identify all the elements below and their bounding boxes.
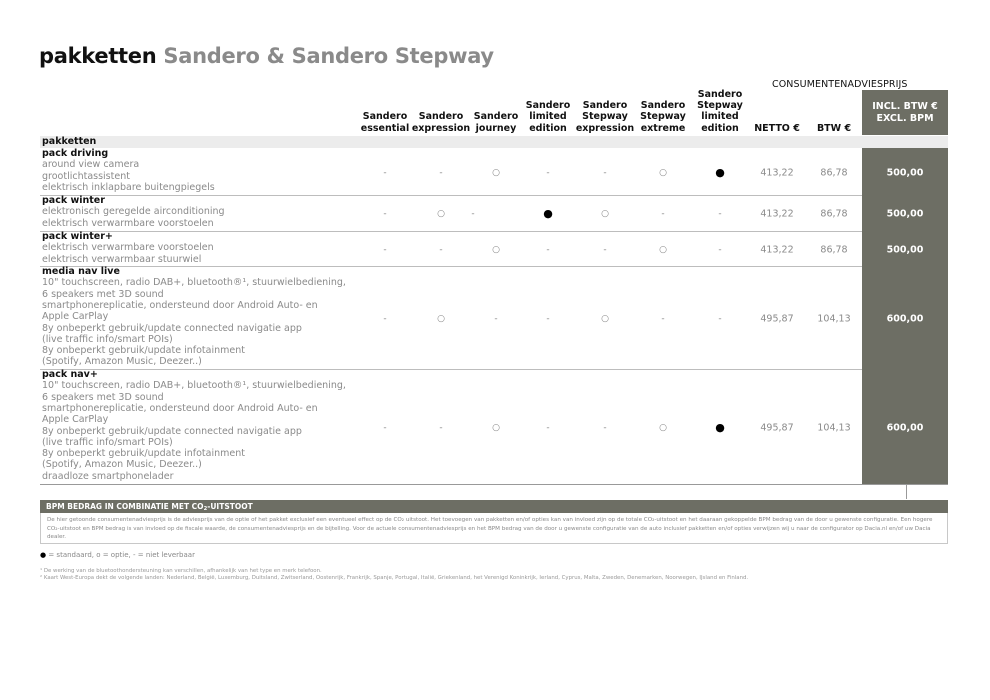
btw-amount: 86,78 bbox=[820, 244, 848, 255]
package-feature: 6 speakers met 3D sound bbox=[42, 288, 164, 300]
package-title: pack winter+ bbox=[42, 231, 113, 242]
netto-price: 413,22 bbox=[760, 208, 794, 220]
option-circle-icon: ○ bbox=[659, 167, 667, 178]
footnote-2: ² Kaart West-Europa dekt de volgende landen: Nederland, België, Luxemburg, Duitsland, Zwitserland, Oostenrijk, Frankrijk, Spanje, Portugal, Italië, Griekenland, het Verenigd Koninkrijk, Ierland, Cyprus, Malta, Zweden, Denemarken, Noorwegen, IJsland en Finland. bbox=[40, 575, 749, 581]
column-header-line: Sandero bbox=[697, 88, 743, 100]
netto-header: NETTO € bbox=[754, 122, 800, 134]
package-feature: (Spotify, Amazon Music, Deezer..) bbox=[42, 459, 202, 471]
package-feature: grootlichtassistent bbox=[42, 170, 130, 182]
not-available-dash-icon: - bbox=[383, 422, 387, 433]
option-circle-icon: ○ bbox=[601, 209, 609, 219]
standard-dot-icon: ● bbox=[715, 420, 725, 434]
page-title-main: pakketten bbox=[39, 44, 157, 68]
btw-amount: 104,13 bbox=[817, 313, 851, 324]
not-available-dash-icon: - bbox=[603, 422, 607, 433]
footnote-1: ¹ De werking van de bluetoothondersteuning kan verschillen, afhankelijk van het type en merk telefoon. bbox=[40, 568, 322, 574]
standard-dot-icon: ● bbox=[40, 551, 47, 559]
page-title-sub: Sandero & Sandero Stepway bbox=[163, 44, 494, 68]
option-circle-icon: ○ bbox=[492, 422, 500, 433]
bpm-text: De hier getoonde consumentenadviesprijs is de adviesprijs van de optie of het pakket exclusief een eventueel effect op de CO₂ uitstoot. Het toevoegen van pakketten en/of opties kan van invloed zijn op de totale CO₂-uitstoot en het daaraan gekoppelde BPM bedrag van de door u gewenste configuratie. Een hogere CO₂-uitstoot en BPM bedrag is van invloed op de fiscale waarde, de consumentenadviesprijs en de bijtelling. Voor de actuele consumentenadviesprijs en het BPM bedrag van de door u gewenste configuratie van de auto inclusief pakketten en/of opties verwijzen wij u naar de configurator op Dacia.nl en/of uw Dacia dealer. bbox=[40, 513, 948, 544]
option-circle-icon: ○ bbox=[659, 244, 667, 255]
not-available-dash-icon: - bbox=[661, 313, 665, 324]
not-available-dash-icon: - bbox=[439, 244, 443, 255]
column-header-line: Sandero bbox=[640, 100, 686, 112]
bpm-heading-sub: 2 bbox=[203, 506, 208, 512]
option-circle-icon: ○ bbox=[492, 167, 500, 178]
package-feature: (live traffic info/smart POIs) bbox=[42, 333, 173, 345]
table-bottom-line bbox=[40, 484, 948, 485]
column-header-line: Sandero bbox=[525, 100, 571, 112]
row-divider bbox=[40, 266, 862, 267]
not-available-dash-icon: - bbox=[546, 313, 550, 324]
package-feature: around view camera bbox=[42, 159, 140, 171]
package-feature: 8y onbeperkt gebruik/update infotainment bbox=[42, 448, 245, 460]
not-available-dash-icon: - bbox=[546, 167, 550, 178]
netto-price: 413,22 bbox=[760, 244, 794, 255]
package-title: pack driving bbox=[42, 148, 109, 159]
incl-btw-label: INCL. BTW € bbox=[872, 100, 938, 112]
option-circle-icon: ○ bbox=[601, 313, 609, 324]
consumer-price: 500,00 bbox=[886, 244, 924, 255]
section-band bbox=[40, 136, 948, 148]
table-vertical-line bbox=[906, 484, 907, 499]
column-header-line: Stepway bbox=[640, 111, 686, 123]
option-circle-icon: ○ bbox=[437, 313, 445, 324]
package-feature: elektrisch verwarmbare voorstoelen bbox=[42, 242, 214, 254]
column-header-line: edition bbox=[701, 122, 739, 134]
bpm-heading-pre: BPM BEDRAG IN COMBINATIE MET CO bbox=[46, 502, 204, 511]
btw-amount: 86,78 bbox=[820, 167, 848, 178]
option-circle-icon: ○ bbox=[659, 422, 667, 433]
not-available-dash-icon: - bbox=[471, 209, 475, 219]
standard-dot-icon: ● bbox=[543, 207, 553, 220]
column-header bbox=[516, 100, 580, 134]
column-header-line: expression bbox=[411, 122, 471, 134]
column-header-line: essential bbox=[360, 122, 410, 134]
column-header-line: expression bbox=[575, 122, 635, 134]
consumer-price: 500,00 bbox=[886, 208, 924, 220]
legend-text: = standaard, o = optie, - = niet leverbaar bbox=[46, 551, 195, 559]
package-feature: 8y onbeperkt gebruik/update connected navigatie app bbox=[42, 425, 302, 437]
package-title: media nav live bbox=[42, 266, 120, 277]
package-title: pack nav+ bbox=[42, 369, 98, 380]
not-available-dash-icon: - bbox=[546, 244, 550, 255]
consumer-price: 500,00 bbox=[886, 167, 924, 178]
package-feature: elektronisch geregelde airconditioning bbox=[42, 206, 225, 218]
package-feature: 6 speakers met 3D sound bbox=[42, 391, 164, 403]
package-feature: elektrisch verwarmbaar stuurwiel bbox=[42, 253, 202, 265]
not-available-dash-icon: - bbox=[383, 167, 387, 178]
incl-btw-header bbox=[862, 90, 948, 135]
row-divider bbox=[40, 369, 862, 370]
package-feature: 10" touchscreen, radio DAB+, bluetooth®¹, stuurwielbediening, bbox=[42, 380, 346, 392]
package-feature: Apple CarPlay bbox=[42, 311, 109, 323]
legend bbox=[40, 551, 195, 559]
package-feature: elektrisch verwarmbare voorstoelen bbox=[42, 217, 214, 229]
not-available-dash-icon: - bbox=[439, 422, 443, 433]
not-available-dash-icon: - bbox=[383, 209, 387, 219]
not-available-dash-icon: - bbox=[603, 167, 607, 178]
not-available-dash-icon: - bbox=[439, 167, 443, 178]
not-available-dash-icon: - bbox=[383, 244, 387, 255]
option-circle-icon: ○ bbox=[437, 209, 445, 219]
column-header-line: Stepway bbox=[697, 100, 743, 112]
bpm-heading bbox=[40, 500, 948, 513]
column-header-line: edition bbox=[529, 122, 567, 134]
standard-dot-icon: ● bbox=[715, 165, 725, 179]
not-available-dash-icon: - bbox=[718, 244, 722, 255]
consumer-price: 600,00 bbox=[886, 313, 924, 324]
btw-amount: 86,78 bbox=[820, 208, 848, 220]
bpm-heading-post: -UITSTOOT bbox=[207, 502, 253, 511]
column-header-line: journey bbox=[475, 122, 517, 134]
column-header bbox=[353, 111, 417, 134]
option-circle-icon: ○ bbox=[492, 244, 500, 255]
column-header-line: Sandero bbox=[473, 111, 519, 123]
package-feature: elektrisch inklapbare buitengpiegels bbox=[42, 181, 215, 193]
not-available-dash-icon: - bbox=[718, 209, 722, 219]
package-feature: smartphonereplicatie, ondersteund door Android Auto- en bbox=[42, 299, 318, 311]
price-caption: CONSUMENTENADVIESPRIJS bbox=[772, 79, 908, 90]
package-feature: draadloze smartphonelader bbox=[42, 470, 174, 482]
excl-bpm-label: EXCL. BPM bbox=[876, 112, 934, 124]
consumer-price: 600,00 bbox=[886, 422, 924, 433]
btw-amount: 104,13 bbox=[817, 422, 851, 433]
netto-price: 413,22 bbox=[760, 167, 794, 178]
row-divider bbox=[40, 231, 862, 232]
package-feature: (Spotify, Amazon Music, Deezer..) bbox=[42, 356, 202, 368]
package-title: pack winter bbox=[42, 195, 105, 206]
column-headers bbox=[0, 0, 990, 136]
package-feature: 8y onbeperkt gebruik/update infotainment bbox=[42, 345, 245, 357]
column-header bbox=[573, 100, 637, 134]
column-header-line: Sandero bbox=[362, 111, 408, 123]
row-divider bbox=[40, 195, 862, 196]
not-available-dash-icon: - bbox=[603, 244, 607, 255]
column-header-line: limited bbox=[701, 111, 739, 123]
package-feature: 10" touchscreen, radio DAB+, bluetooth®¹, stuurwielbediening, bbox=[42, 277, 346, 289]
column-header-line: Sandero bbox=[582, 100, 628, 112]
package-feature: (live traffic info/smart POIs) bbox=[42, 436, 173, 448]
column-header-line: limited bbox=[529, 111, 567, 123]
section-label: pakketten bbox=[42, 136, 97, 147]
netto-price: 495,87 bbox=[760, 313, 794, 324]
not-available-dash-icon: - bbox=[494, 313, 498, 324]
not-available-dash-icon: - bbox=[546, 422, 550, 433]
not-available-dash-icon: - bbox=[718, 313, 722, 324]
package-feature: Apple CarPlay bbox=[42, 414, 109, 426]
package-feature: smartphonereplicatie, ondersteund door Android Auto- en bbox=[42, 402, 318, 414]
btw-header: BTW € bbox=[816, 122, 852, 134]
not-available-dash-icon: - bbox=[383, 313, 387, 324]
package-feature: 8y onbeperkt gebruik/update connected navigatie app bbox=[42, 322, 302, 334]
column-header-line: Sandero bbox=[418, 111, 464, 123]
column-header-line: Stepway bbox=[582, 111, 628, 123]
column-header bbox=[688, 89, 752, 134]
netto-price: 495,87 bbox=[760, 422, 794, 433]
not-available-dash-icon: - bbox=[661, 209, 665, 219]
column-header bbox=[631, 100, 695, 134]
column-header-line: extreme bbox=[640, 122, 686, 134]
